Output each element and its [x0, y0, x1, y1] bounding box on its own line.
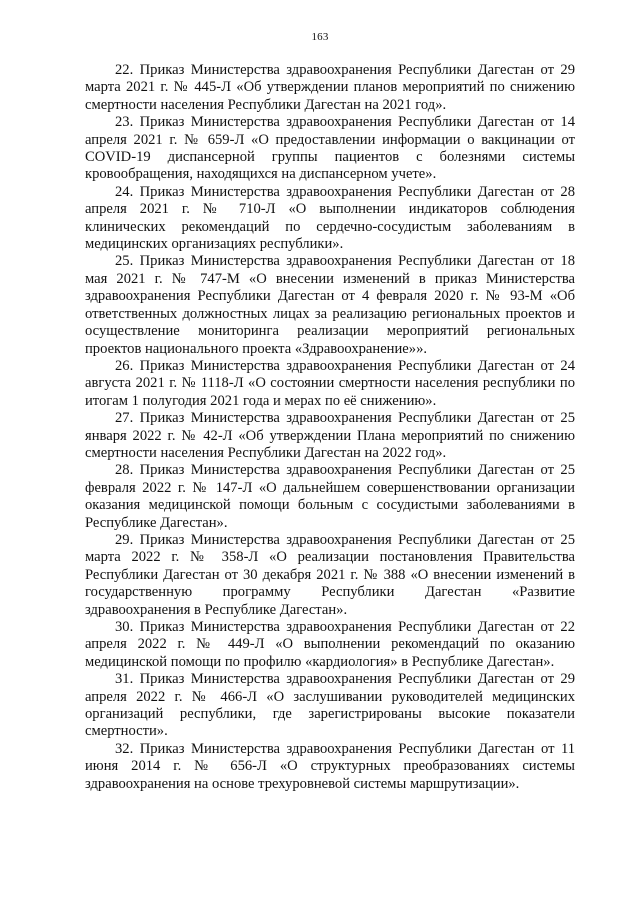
list-item-26: 26. Приказ Министерства здравоохранения Республики Дагестан от 24 августа 2021 г. № 1118-Л «О состоянии смертности населения республики по итогам 1 полугодия 2021 года и мерах по её снижению». [85, 357, 575, 409]
list-item-32: 32. Приказ Министерства здравоохранения Республики Дагестан от 11 июня 2014 г. № 656-Л «О структурных преобразованиях системы здравоохранения на основе трехуровневой системы маршрутизации». [85, 740, 575, 792]
list-item-24: 24. Приказ Министерства здравоохранения Республики Дагестан от 28 апреля 2021 г. № 710-Л «О выполнении индикаторов соблюдения клинических рекомендаций по сердечно-сосудистым заболеваниям в медицинских организациях республики». [85, 183, 575, 253]
list-item-23: 23. Приказ Министерства здравоохранения Республики Дагестан от 14 апреля 2021 г. № 659-Л «О предоставлении информации о вакцинации от COVID-19 диспансерной группы пациентов с болезнями системы кровообращения, находящихся на диспансерном учете». [85, 114, 575, 183]
list-item-30: 30. Приказ Министерства здравоохранения Республики Дагестан от 22 апреля 2022 г. № 449-Л «О выполнении рекомендаций по оказанию медицинской помощи по профилю «кардиология» в Республике Дагестан». [85, 619, 575, 670]
list-item-25: 25. Приказ Министерства здравоохранения Республики Дагестан от 18 мая 2021 г. № 747-М «О внесении изменений в приказ Министерства здравоохранения Республики Дагестан от 4 февраля 2020 г. № 93-М «Об ответственных должностных лицах за реализацию региональных проектов и осуществление мониторинга реализации мероприятий региональных проектов национального проекта «Здравоохранение»». [85, 253, 575, 357]
list-item-29: 29. Приказ Министерства здравоохранения Республики Дагестан от 25 марта 2022 г. № 358-Л «О реализации постановления Правительства Республики Дагестан от 30 декабря 2021 г. № 388 «О внесении изменений в государственную программу Республики Дагестан «Развитие здравоохранения в Республике Дагестан». [85, 531, 575, 618]
page-number: 163 [311, 31, 329, 43]
list-item-28: 28. Приказ Министерства здравоохранения Республики Дагестан от 25 февраля 2022 г. № 147-Л «О дальнейшем совершенствовании организации оказания медицинской помощи больным с сосудистыми заболеваниями в Республике Дагестан». [85, 462, 575, 531]
list-item-31: 31. Приказ Министерства здравоохранения Республики Дагестан от 29 апреля 2022 г. № 466-Л «О заслушивании руководителей медицинских организаций республики, где зарегистрированы высокие показатели смертности». [85, 671, 575, 740]
list-item-22: 22. Приказ Министерства здравоохранения Республики Дагестан от 29 марта 2021 г. № 445-Л «Об утверждении планов мероприятий по снижению смертности населения Республики Дагестан на 2021 год». [85, 62, 575, 113]
list-item-27: 27. Приказ Министерства здравоохранения Республики Дагестан от 25 января 2022 г. № 42-Л «Об утверждении Плана мероприятий по снижению смертности населения Республики Дагестан на 2022 год». [85, 410, 575, 461]
document-body [85, 62, 575, 793]
